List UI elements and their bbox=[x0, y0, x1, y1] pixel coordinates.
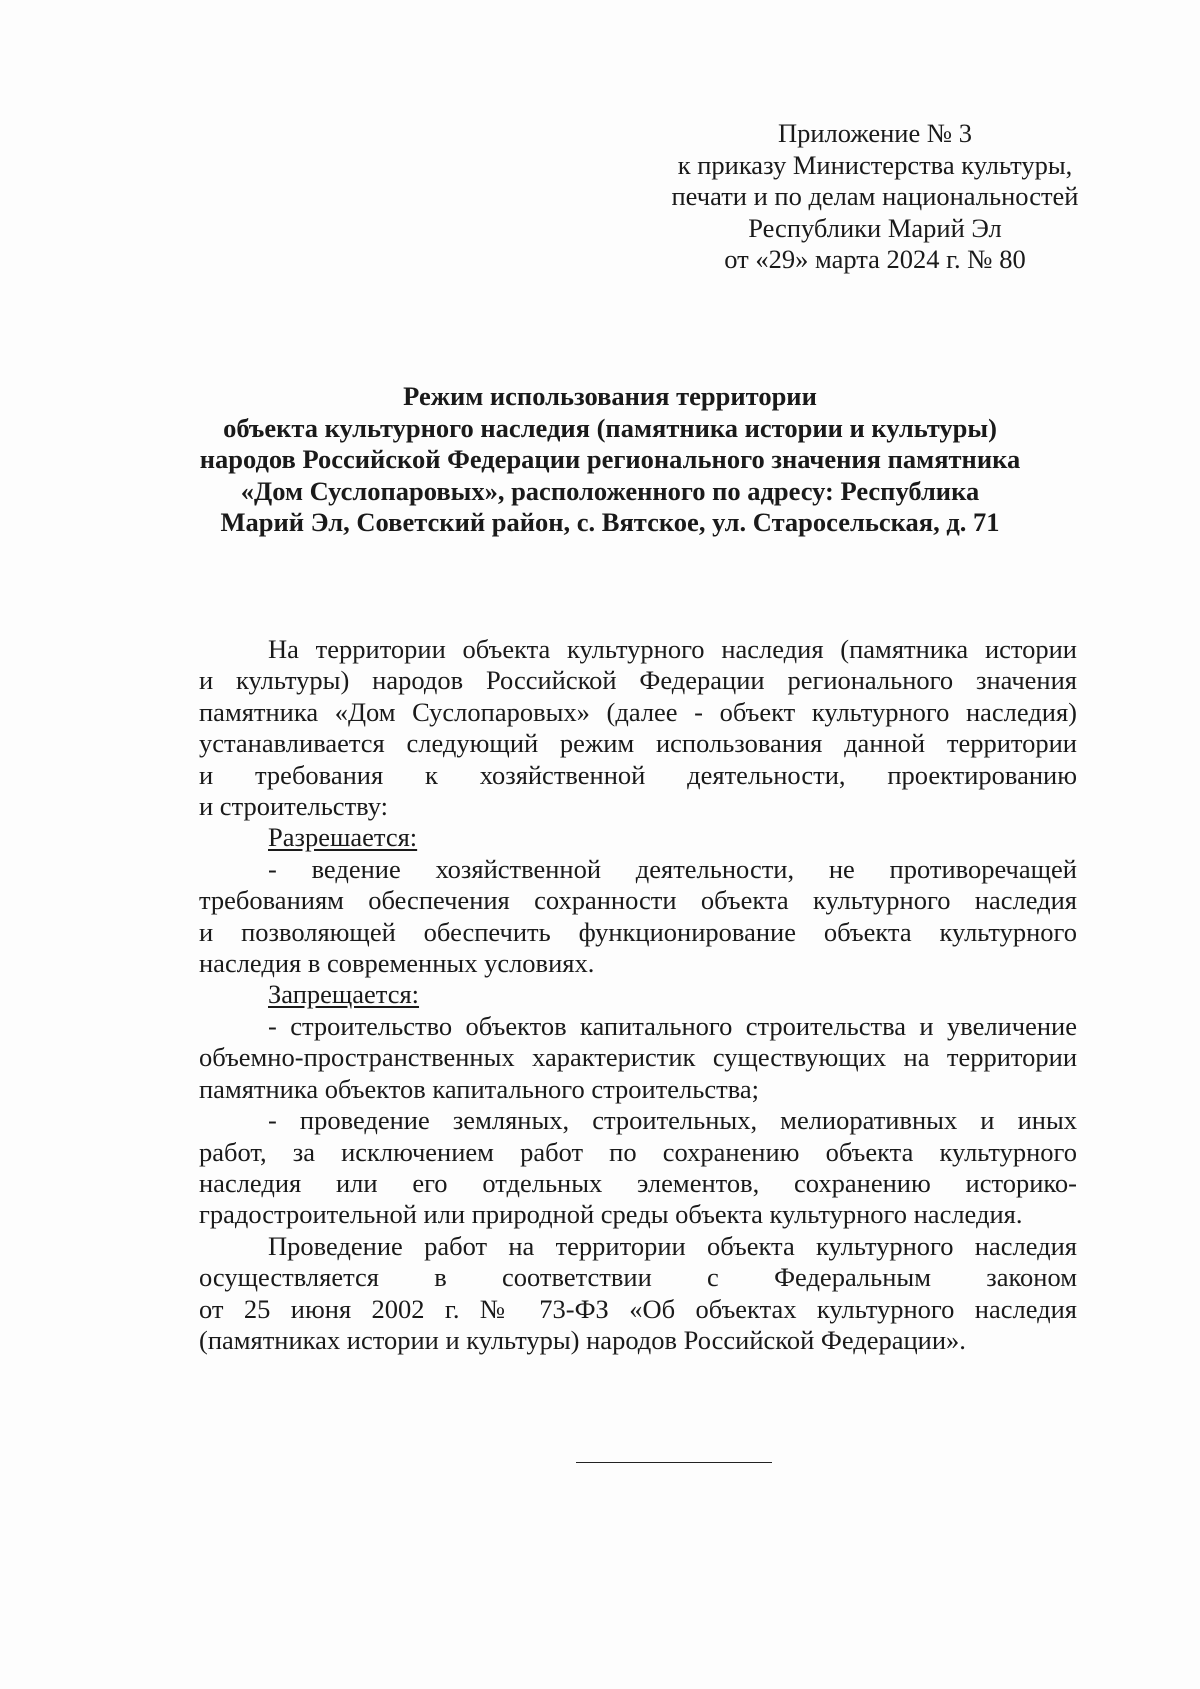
prohibited-item bbox=[199, 1105, 1077, 1231]
intro-paragraph bbox=[199, 634, 1077, 822]
closing-separator-line bbox=[576, 1462, 772, 1463]
title-line: Режим использования территории bbox=[403, 381, 817, 411]
appendix-order-ref: к приказу Министерства культуры, bbox=[677, 149, 1073, 180]
closing-paragraph bbox=[199, 1231, 1077, 1357]
text-line: и позволяющей обеспечить функционирование объекта культурного bbox=[199, 916, 1077, 947]
text-line: градостроительной или природной среды объекта культурного наследия. bbox=[199, 1199, 1023, 1230]
allowed-heading-text: Разрешается: bbox=[268, 822, 418, 853]
title-line: объекта культурного наследия (памятника истории и культуры) bbox=[223, 412, 997, 443]
text-line: устанавливается следующий режим использования данной территории bbox=[199, 728, 1077, 759]
text-line: - строительство объектов капитального строительства и увеличение bbox=[268, 1010, 1077, 1041]
title-line: «Дом Суслопаровых», расположенного по адресу: Республика bbox=[240, 475, 980, 506]
text-line: - ведение хозяйственной деятельности, не противоречащей bbox=[268, 853, 1077, 884]
text-line: требованиям обеспечения сохранности объекта культурного наследия bbox=[199, 885, 1077, 916]
text-line: от 25 июня 2002 г. № 73-ФЗ «Об объектах культурного наследия bbox=[199, 1293, 1077, 1324]
text-line: - проведение земляных, строительных, мелиоративных и иных bbox=[268, 1105, 1077, 1136]
text-line: памятника объектов капитального строительства; bbox=[199, 1073, 759, 1104]
document-body bbox=[199, 634, 1077, 1356]
appendix-ministry: печати и по делам национальностей bbox=[671, 181, 1079, 211]
text-line: (памятниках истории и культуры) народов Российской Федерации». bbox=[199, 1324, 966, 1355]
prohibited-item bbox=[199, 1011, 1077, 1105]
document-title bbox=[130, 381, 1090, 539]
title-line: народов Российской Федерации регионального значения памятника bbox=[199, 444, 1021, 474]
text-line: На территории объекта культурного наследия (памятника истории bbox=[268, 634, 1077, 664]
appendix-number: Приложение № 3 bbox=[777, 118, 972, 148]
appendix-header bbox=[640, 118, 1110, 276]
title-line: Марий Эл, Советский район, с. Вятское, ул. Старосельская, д. 71 bbox=[220, 507, 1000, 537]
text-line: Проведение работ на территории объекта культурного наследия bbox=[268, 1230, 1077, 1261]
appendix-date: от «29» марта 2024 г. № 80 bbox=[724, 244, 1026, 274]
prohibited-heading bbox=[199, 979, 1077, 1010]
allowed-heading bbox=[199, 822, 1077, 853]
text-line: памятника «Дом Суслопаровых» (далее - объект культурного наследия) bbox=[199, 696, 1077, 727]
text-line: работ, за исключением работ по сохранению объекта культурного bbox=[199, 1136, 1077, 1167]
text-line: наследия или его отдельных элементов, сохранению историко- bbox=[199, 1167, 1077, 1198]
text-line: и строительству: bbox=[199, 791, 389, 822]
text-line: и культуры) народов Российской Федерации регионального значения bbox=[199, 665, 1077, 696]
prohibited-heading-text: Запрещается: bbox=[268, 979, 420, 1010]
text-line: и требования к хозяйственной деятельности, проектированию bbox=[199, 759, 1077, 790]
allowed-item bbox=[199, 854, 1077, 980]
appendix-republic: Республики Марий Эл bbox=[748, 212, 1002, 243]
text-line: осуществляется в соответствии с Федеральным законом bbox=[199, 1262, 1077, 1293]
text-line: наследия в современных условиях. bbox=[199, 948, 595, 979]
text-line: объемно-пространственных характеристик существующих на территории bbox=[199, 1042, 1077, 1073]
